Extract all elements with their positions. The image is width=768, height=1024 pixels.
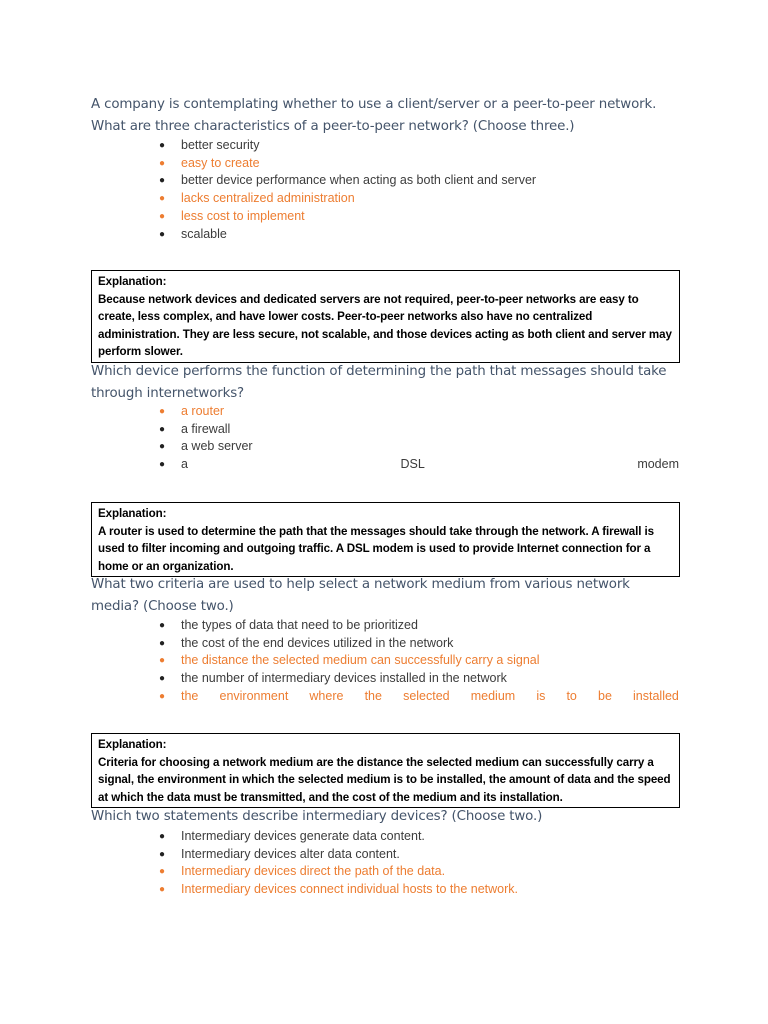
option-word: medium — [470, 688, 516, 703]
q3-option-2: ● the cost of the end devices utilized in the network — [157, 635, 679, 653]
question-2-text: Which device performs the function of determining the path that messages should take through internetworks? — [91, 364, 667, 401]
q1-option-4: ● lacks centralized administration — [157, 190, 679, 208]
q3-option-1: ● the types of data that need to be prioritized — [157, 617, 679, 635]
explanation-title: Explanation: — [98, 738, 167, 751]
q2-option-1: ● a router — [157, 403, 679, 421]
option-word: the — [364, 688, 382, 703]
bullet-icon: ● — [158, 831, 166, 842]
bullet-icon: ● — [158, 884, 166, 896]
bullet-icon: ● — [158, 140, 166, 151]
option-word: where — [309, 688, 344, 703]
bullet-icon: ● — [158, 406, 166, 417]
option-word: installed — [633, 688, 679, 703]
option-word: a — [181, 457, 188, 472]
bullet-icon: ● — [158, 210, 166, 222]
q1-option-2: ● easy to create — [157, 155, 679, 173]
option-word: selected — [403, 688, 450, 703]
explanation-title: Explanation: — [98, 275, 167, 288]
q4-option-1: ● Intermediary devices generate data content. — [157, 828, 679, 846]
option-word: to — [566, 688, 577, 703]
question-4-text: Which two statements describe intermediary devices? (Choose two.) — [91, 809, 543, 824]
q1-option-6: ● scalable — [157, 226, 679, 244]
question-2-explanation — [91, 502, 680, 577]
explanation-body: A router is used to determine the path that the messages should take through the network. A firewall is used to filter incoming and outgoing traffic. A DSL modem is used to provide Internet connection for a home or an organization. — [98, 524, 654, 573]
option-word: be — [598, 688, 612, 703]
question-1-options — [157, 137, 679, 243]
question-2-options — [157, 403, 679, 474]
bullet-icon: ● — [158, 459, 166, 471]
q1-option-3: ● better device performance when acting as both client and server — [157, 172, 679, 190]
bullet-icon: ● — [158, 157, 166, 169]
option-word: DSL — [400, 457, 425, 472]
bullet-icon: ● — [158, 193, 166, 205]
q3-option-4: ● the number of intermediary devices installed in the network — [157, 670, 679, 688]
bullet-icon: ● — [158, 441, 166, 453]
question-1-text: A company is contemplating whether to use a client/server or a peer-to-peer network. What are three characteristics of a peer-to-peer network? (Choose three.) — [91, 97, 657, 134]
question-3-explanation — [91, 733, 680, 808]
option-word: modem — [637, 457, 679, 472]
explanation-body: Because network devices and dedicated servers are not required, peer-to-peer networks are easy to create, less complex, and have lower costs. Peer-to-peer networks also have no centralized administration. They are less secure, not scalable, and those devices acting as both client and server may perform slower. — [98, 292, 672, 359]
option-word: is — [536, 688, 546, 703]
bullet-icon: ● — [158, 228, 166, 240]
q2-option-3: ● a web server — [157, 438, 679, 456]
question-3-options — [157, 617, 679, 706]
q2-option-2: ● a firewall — [157, 421, 679, 439]
question-3-text: What two criteria are used to help select a network medium from various network media? (Choose two.) — [91, 577, 630, 614]
bullet-icon: ● — [158, 423, 166, 435]
q1-option-1: ● better security — [157, 137, 679, 155]
bullet-icon: ● — [158, 655, 166, 667]
q4-option-3: ● Intermediary devices direct the path of the data. — [157, 863, 679, 881]
bullet-icon: ● — [158, 866, 166, 878]
q2-option-4 — [157, 456, 679, 474]
bullet-icon: ● — [158, 848, 166, 860]
bullet-icon: ● — [158, 690, 166, 702]
q4-option-2: ● Intermediary devices alter data content. — [157, 846, 679, 864]
bullet-icon: ● — [158, 175, 166, 187]
explanation-title: Explanation: — [98, 507, 167, 520]
q3-option-5 — [157, 688, 679, 706]
explanation-body: Criteria for choosing a network medium are the distance the selected medium can successfully carry a signal, the environment in which the selected medium is to be installed, the amount of data and the speed at which the data must be transmitted, and the cost of the medium and its installation. — [98, 755, 671, 804]
question-1-explanation — [91, 270, 680, 363]
question-4-options — [157, 828, 679, 899]
bullet-icon: ● — [158, 637, 166, 649]
bullet-icon: ● — [158, 620, 166, 631]
bullet-icon: ● — [158, 673, 166, 685]
q1-option-5: ● less cost to implement — [157, 208, 679, 226]
option-word: the — [181, 688, 199, 703]
q4-option-4: ● Intermediary devices connect individual hosts to the network. — [157, 881, 679, 899]
q3-option-3: ● the distance the selected medium can successfully carry a signal — [157, 652, 679, 670]
option-word: environment — [219, 688, 289, 703]
